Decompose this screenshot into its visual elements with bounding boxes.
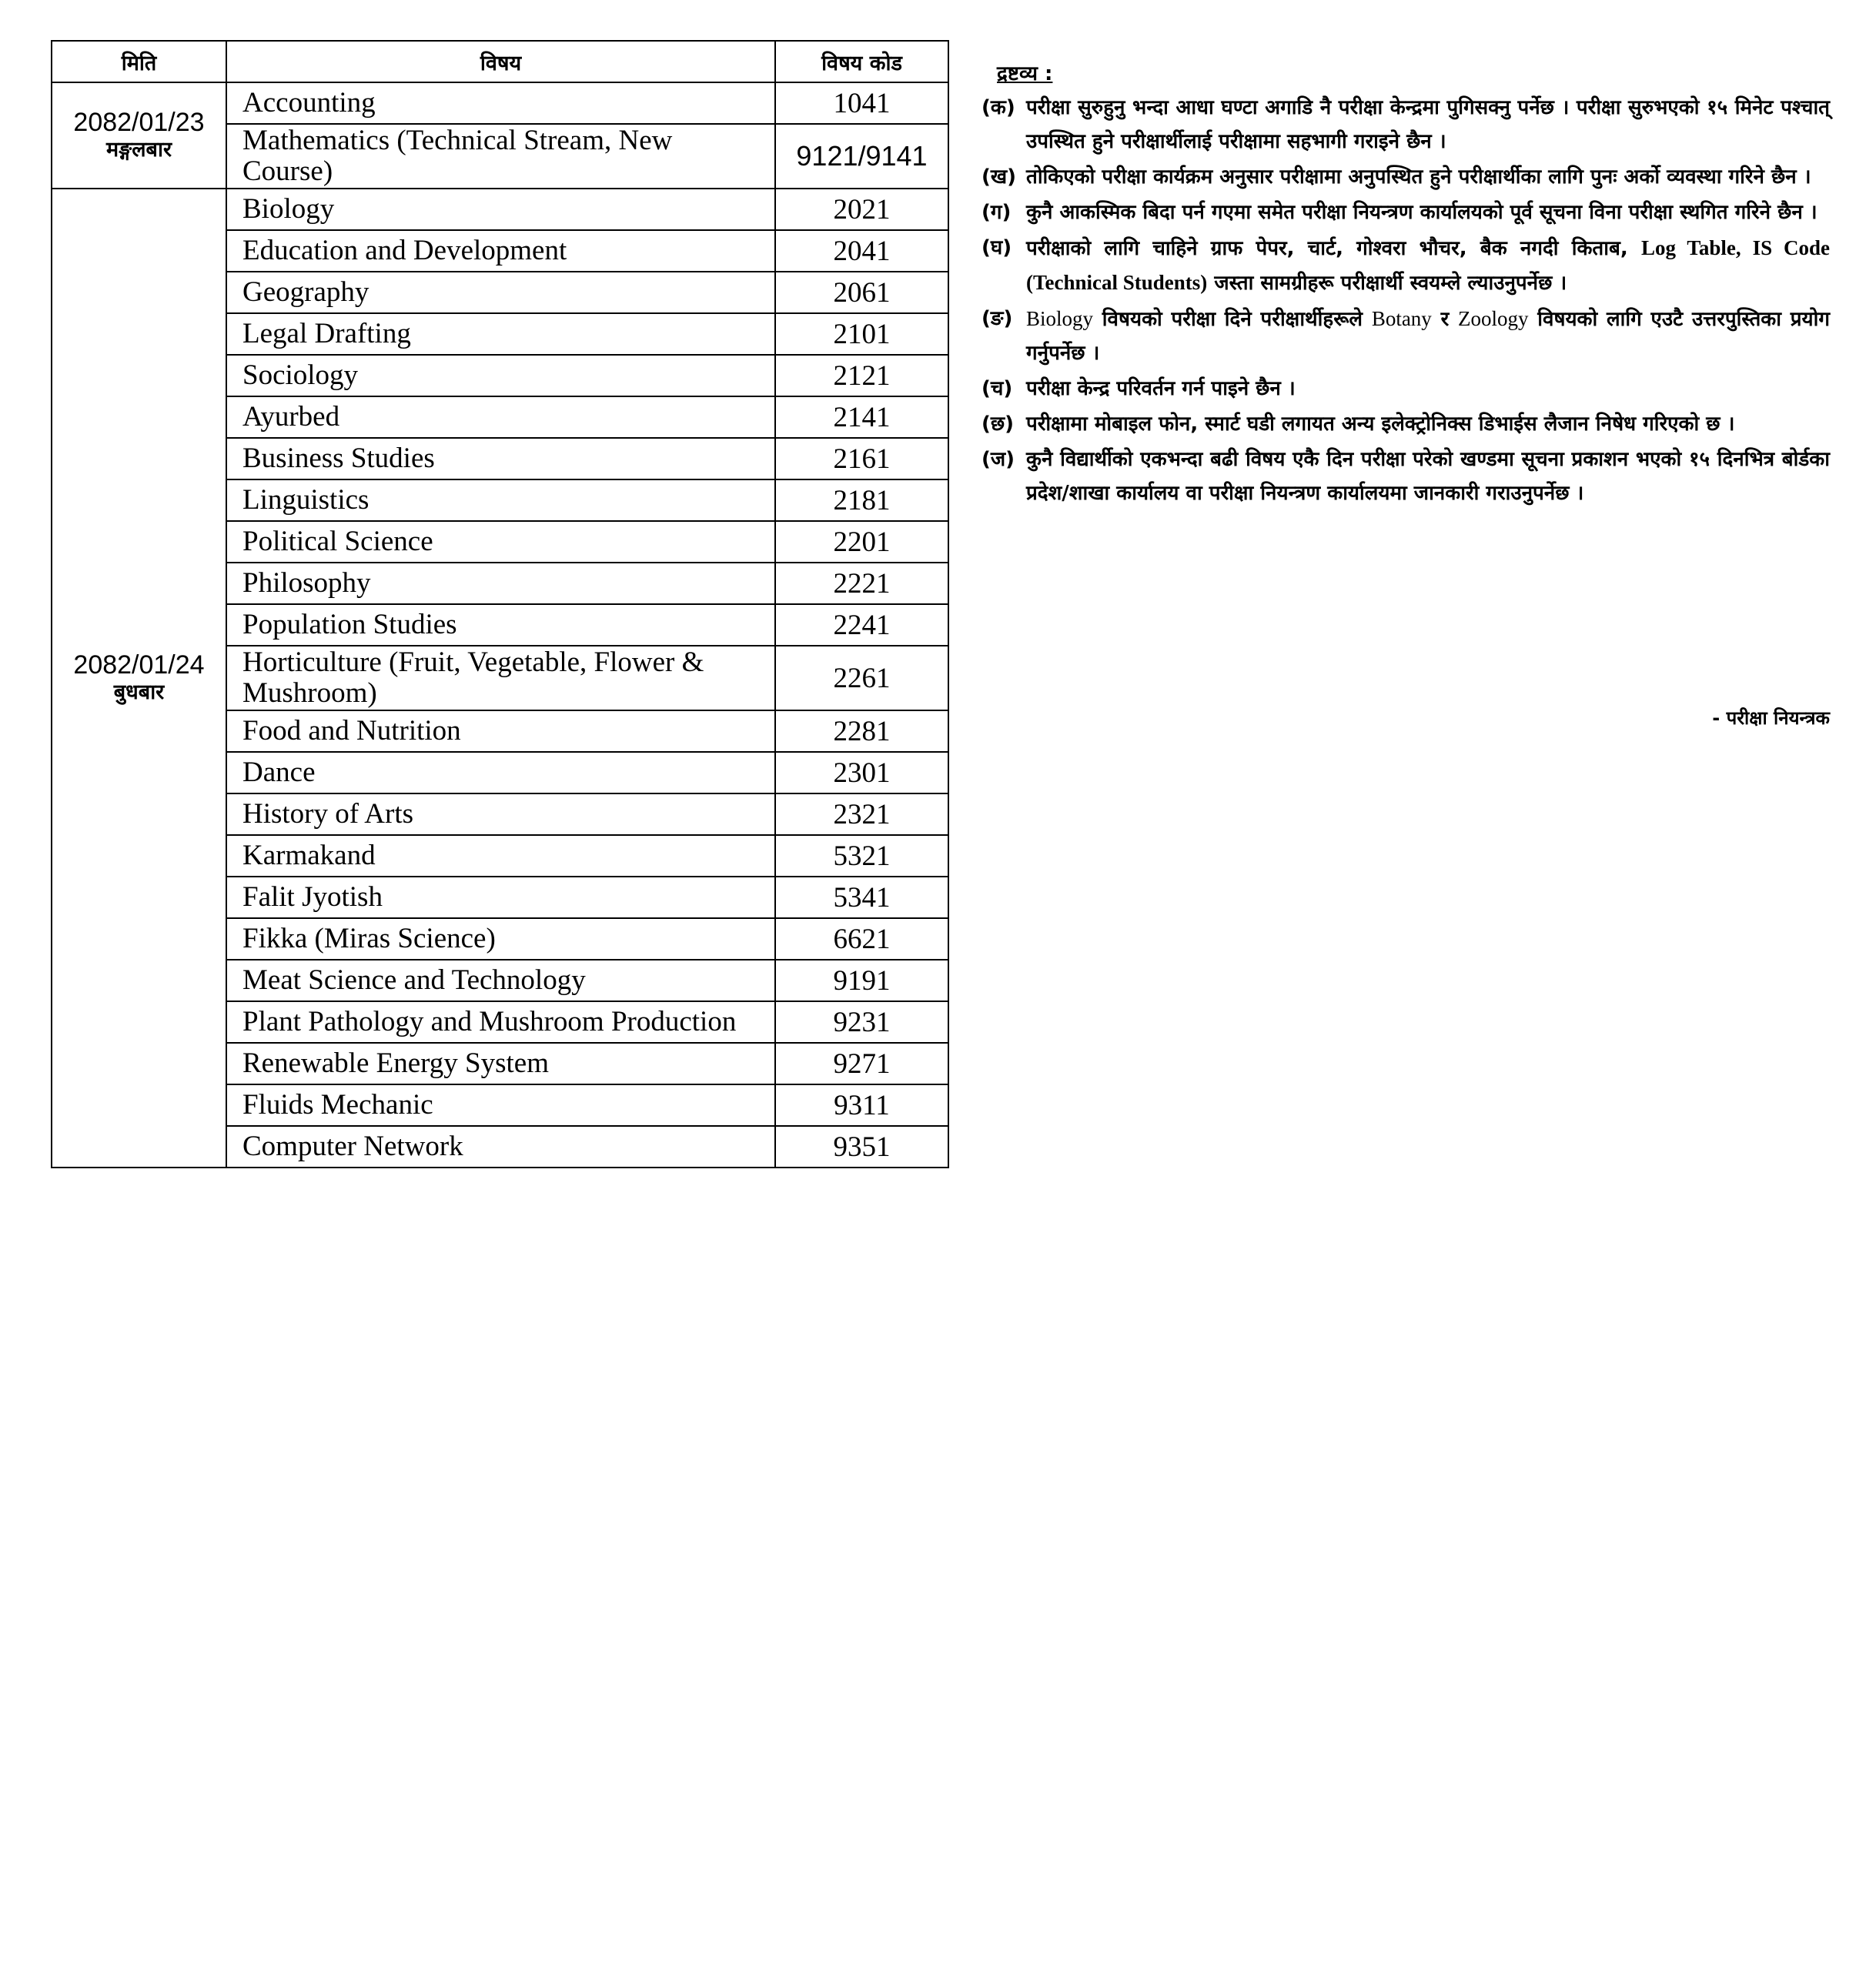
subject-cell: Falit Jyotish (226, 877, 775, 918)
note-text: परीक्षामा मोबाइल फोन, स्मार्ट घडी लगायत अन्य इलेक्ट्रोनिक्स डिभाईस लैजान निषेध गरिएको छ । (1026, 413, 1735, 436)
subject-cell: Accounting (226, 82, 775, 124)
code-cell: 9271 (775, 1043, 948, 1084)
code-cell: 9311 (775, 1084, 948, 1126)
exam-schedule-table (51, 40, 949, 1168)
subject-cell: Fikka (Miras Science) (226, 918, 775, 960)
note-text: जस्ता सामग्रीहरू परीक्षार्थी स्वयम्ले ल्याउनुपर्नेछ । (1214, 272, 1567, 295)
code-cell: 2101 (775, 313, 948, 355)
note-word-zoology: Zoology (1457, 307, 1529, 330)
note-ga (981, 195, 1830, 229)
code-cell: 2161 (775, 438, 948, 479)
table-body (52, 82, 948, 1168)
subject-cell: History of Arts (226, 793, 775, 835)
weekday-label: मङ्गलबार (106, 138, 172, 162)
code-cell: 2301 (775, 752, 948, 793)
signature: - परीक्षा नियन्त्रक (1712, 707, 1830, 729)
code-cell: 9231 (775, 1001, 948, 1043)
subject-cell: Dance (226, 752, 775, 793)
note-word-biology: Biology (1026, 307, 1094, 330)
note-marker: (छ) (981, 413, 1014, 436)
note-marker: (घ) (981, 236, 1012, 259)
subject-cell: Food and Nutrition (226, 710, 775, 752)
note-text: परीक्षा केन्द्र परिवर्तन गर्न पाइने छैन । (1026, 377, 1296, 400)
subject-cell: Fluids Mechanic (226, 1084, 775, 1126)
header-date: मिति (52, 41, 226, 82)
subject-cell: Linguistics (226, 479, 775, 521)
subject-cell: Karmakand (226, 835, 775, 877)
note-text: परीक्षाको लागि चाहिने ग्राफ पेपर, चार्ट, गोश्वरा भौचर, बैक नगदी किताब, (1026, 237, 1628, 260)
note-word-botany: Botany (1371, 307, 1432, 330)
subject-cell: Horticulture (Fruit, Vegetable, Flower & Mushroom) (226, 646, 775, 710)
subject-cell: Business Studies (226, 438, 775, 479)
subject-cell: Computer Network (226, 1126, 775, 1168)
subject-cell: Renewable Energy System (226, 1043, 775, 1084)
code-cell: 9121/9141 (775, 124, 948, 189)
note-text: कुनै आकस्मिक बिदा पर्न गएमा समेत परीक्षा नियन्त्रण कार्यालयको पूर्व सूचना विना परीक्षा स्थगित गरिने छैन । (1026, 201, 1817, 224)
date-cell (52, 189, 226, 1168)
note-marker: (क) (981, 96, 1015, 119)
header-code: विषय कोड (775, 41, 948, 82)
note-marker: (ज) (981, 448, 1015, 471)
note-marker: (च) (981, 377, 1013, 400)
code-cell: 5341 (775, 877, 948, 918)
note-cha (981, 372, 1830, 406)
code-cell: 2181 (775, 479, 948, 521)
note-chha (981, 407, 1830, 441)
note-text: र (1440, 308, 1450, 331)
header-subject: विषय (226, 41, 775, 82)
subject-cell: Population Studies (226, 604, 775, 646)
code-cell: 2241 (775, 604, 948, 646)
subject-cell: Mathematics (Technical Stream, New Course) (226, 124, 775, 189)
subject-cell: Political Science (226, 521, 775, 563)
note-marker: (ग) (981, 201, 1012, 224)
code-cell: 2061 (775, 272, 948, 313)
notes-section (981, 58, 1831, 729)
code-cell: 2021 (775, 189, 948, 230)
note-text: विषयको लागि एउटै उत्तरपुस्तिका प्रयोग गर्नुपर्नेछ । (1026, 308, 1830, 365)
subject-cell: Geography (226, 272, 775, 313)
note-ja (981, 443, 1830, 510)
subject-cell: Philosophy (226, 563, 775, 604)
note-latin-text: Log Table, IS Code (Technical Students) (1026, 236, 1831, 294)
code-cell: 2041 (775, 230, 948, 272)
subject-cell: Biology (226, 189, 775, 230)
subject-cell: Ayurbed (226, 396, 775, 438)
code-cell: 2121 (775, 355, 948, 396)
code-cell: 5321 (775, 835, 948, 877)
table-row (52, 189, 948, 230)
note-text: कुनै विद्यार्थीको एकभन्दा बढी विषय एकै दिन परीक्षा परेको खण्डमा सूचना प्रकाशन भएको १५ दिनभित्र बोर्डका प्रदेश/शाखा कार्यालय वा परीक्षा नियन्त्रण कार्यालयमा जानकारी गराउनुपर्नेछ । (1026, 448, 1830, 505)
note-kha (981, 160, 1830, 194)
code-cell: 2141 (775, 396, 948, 438)
date-cell (52, 82, 226, 189)
table-header-row (52, 41, 948, 82)
note-text: विषयको परीक्षा दिने परीक्षार्थीहरूले (1102, 308, 1363, 331)
note-text: परीक्षा सुरुहुनु भन्दा आधा घण्टा अगाडि नै परीक्षा केन्द्रमा पुगिसक्नु पर्नेछ । परीक्षा सुरुभएको १५ मिनेट पश्चात् उपस्थित हुने परीक्षार्थीलाई परीक्षामा सहभागी गराइने छैन । (1026, 96, 1830, 153)
code-cell: 2321 (775, 793, 948, 835)
note-gha (981, 231, 1830, 300)
code-cell: 9191 (775, 960, 948, 1001)
subject-cell: Sociology (226, 355, 775, 396)
weekday-label: बुधबार (113, 680, 165, 704)
code-cell: 6621 (775, 918, 948, 960)
note-marker: (ङ) (981, 307, 1013, 330)
code-cell: 2221 (775, 563, 948, 604)
code-cell: 2261 (775, 646, 948, 710)
note-ka (981, 91, 1830, 159)
subject-cell: Plant Pathology and Mushroom Production (226, 1001, 775, 1043)
date-value: 2082/01/24 (73, 650, 205, 680)
notes-title: द्रष्टव्य : (997, 62, 1053, 85)
date-value: 2082/01/23 (73, 108, 205, 137)
note-marker: (ख) (981, 165, 1017, 189)
code-cell: 2281 (775, 710, 948, 752)
code-cell: 1041 (775, 82, 948, 124)
table-row (52, 82, 948, 124)
note-nga (981, 302, 1830, 370)
code-cell: 2201 (775, 521, 948, 563)
note-text: तोकिएको परीक्षा कार्यक्रम अनुसार परीक्षामा अनुपस्थित हुने परीक्षार्थीका लागि पुनः अर्को व्यवस्था गरिने छैन । (1026, 165, 1811, 189)
subject-cell: Meat Science and Technology (226, 960, 775, 1001)
subject-cell: Legal Drafting (226, 313, 775, 355)
subject-cell: Education and Development (226, 230, 775, 272)
code-cell: 9351 (775, 1126, 948, 1168)
